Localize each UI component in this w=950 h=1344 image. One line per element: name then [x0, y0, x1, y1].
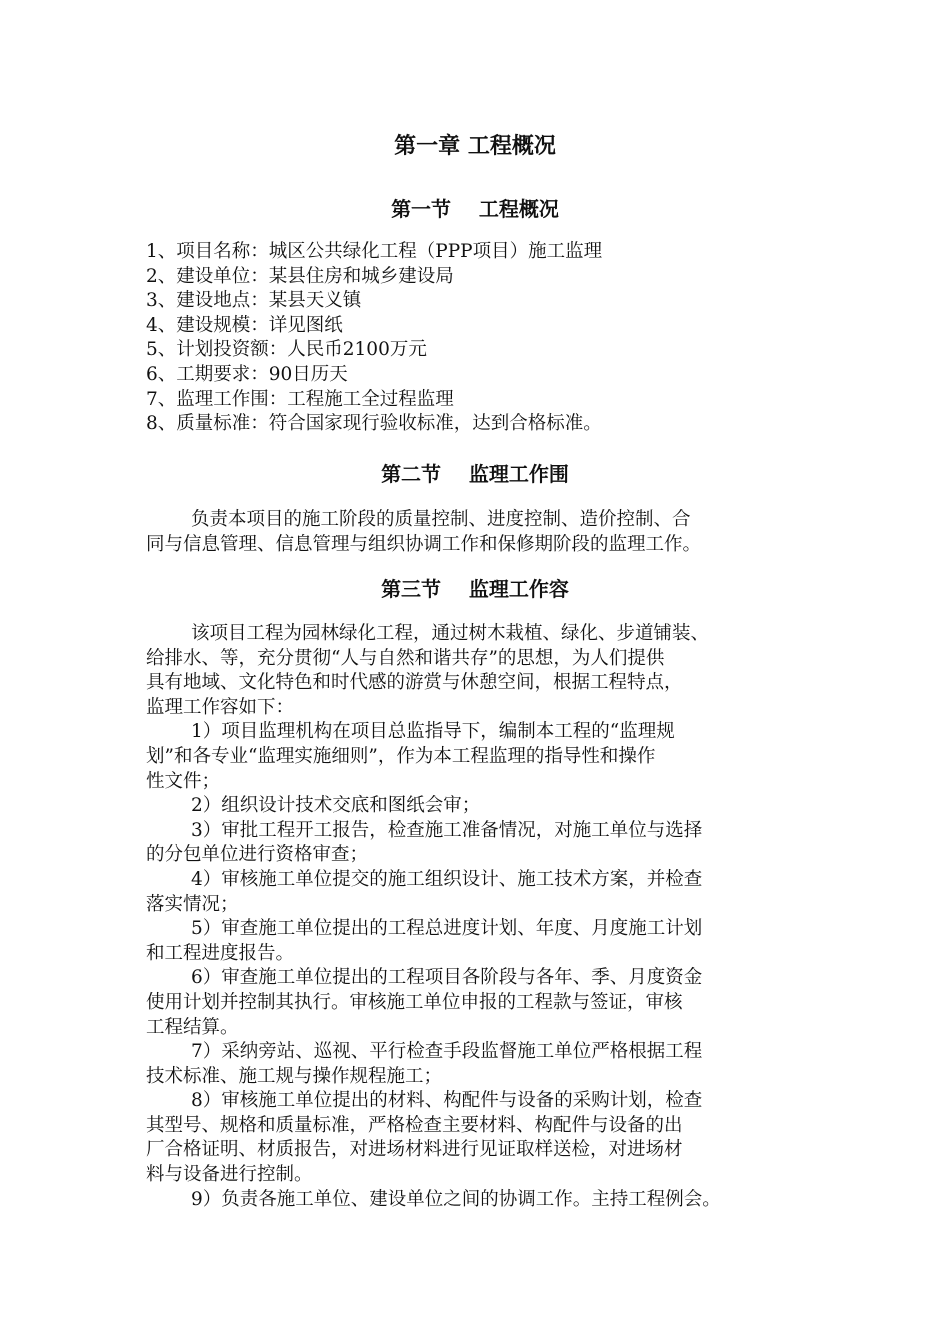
section-1-title: 第一节 工程概况	[391, 197, 559, 221]
paragraph-line: 的分包单位进行资格审查；	[146, 844, 369, 866]
paragraph-line: 和工程进度报告。	[146, 942, 295, 964]
paragraph-line: 2）组织设计技术交底和图纸会审；	[191, 795, 481, 817]
intro-paragraph	[146, 622, 822, 720]
paragraph-line: 负责本项目的施工阶段的质量控制、进度控制、造价控制、合	[191, 509, 691, 530]
paragraph-line: 工程结算。	[146, 1016, 239, 1038]
paragraph-line: 使用计划并控制其执行。审核施工单位申报的工程款与签证，审核	[146, 991, 683, 1013]
paragraph-line: 1）项目监理机构在项目总监指导下，编制本工程的“监理规	[191, 721, 675, 743]
content-body	[146, 622, 822, 1212]
paragraph-line: 监理工作容如下：	[146, 696, 295, 718]
paragraph-line: 具有地域、文化特色和时代感的游赏与休憩空间，根据工程特点，	[146, 672, 683, 694]
duty-item-6	[146, 966, 822, 1040]
section-2-title: 第二节 监理工作围	[381, 462, 569, 486]
overview-item: 4、建设规模：详见图纸	[146, 314, 343, 336]
duty-item-2	[146, 794, 822, 819]
chapter-title: 第一章 工程概况	[394, 134, 556, 159]
duty-item-4	[146, 868, 822, 917]
overview-item: 5、计划投资额：人民币2100万元	[146, 339, 427, 361]
paragraph-line: 9）负责各施工单位、建设单位之间的协调工作。主持工程例会。	[191, 1188, 721, 1210]
overview-item: 2、建设单位：某县住房和城乡建设局	[146, 265, 454, 287]
project-overview-list	[146, 240, 826, 437]
duty-item-1	[146, 720, 822, 794]
paragraph-line: 给排水、等，充分贯彻“人与自然和谐共存”的思想，为人们提供	[146, 647, 665, 669]
overview-item: 1、项目名称：城区公共绿化工程（PPP项目）施工监理	[146, 241, 603, 262]
paragraph-line: 6）审查施工单位提出的工程项目各阶段与各年、季、月度资金	[191, 967, 703, 989]
scope-paragraph	[146, 508, 822, 557]
paragraph-line: 3）审批工程开工报告，检查施工准备情况，对施工单位与选择	[191, 819, 703, 841]
paragraph-line: 划”和各专业“监理实施细则”，作为本工程监理的指导性和操作	[146, 745, 656, 767]
paragraph-line: 4）审核施工单位提交的施工组织设计、施工技术方案，并检查	[191, 868, 703, 890]
paragraph-line: 同与信息管理、信息管理与组织协调工作和保修期阶段的监理工作。	[146, 533, 702, 555]
paragraph-line: 技术标准、施工规与操作规程施工；	[146, 1065, 443, 1087]
duty-item-8	[146, 1089, 822, 1187]
paragraph-line: 8）审核施工单位提出的材料、构配件与设备的采购计划，检查	[191, 1090, 703, 1112]
paragraph-line: 其型号、规格和质量标准，严格检查主要材料、构配件与设备的出	[146, 1114, 683, 1136]
overview-item: 3、建设地点：某县天义镇	[146, 290, 362, 312]
duty-item-5	[146, 917, 822, 966]
paragraph-line: 性文件；	[146, 770, 221, 792]
paragraph-line: 7）采纳旁站、巡视、平行检查手段监督施工单位严格根据工程	[191, 1041, 703, 1063]
paragraph-line: 落实情况；	[146, 893, 239, 915]
section-3-title: 第三节 监理工作容	[381, 577, 569, 601]
overview-item: 7、监理工作围：工程施工全过程监理	[146, 388, 454, 410]
duty-item-3	[146, 819, 822, 868]
duty-item-7	[146, 1040, 822, 1089]
paragraph-line: 料与设备进行控制。	[146, 1164, 313, 1186]
overview-item: 8、质量标准：符合国家现行验收标准，达到合格标准。	[146, 413, 602, 435]
duty-item-9	[146, 1188, 822, 1213]
paragraph-line: 5）审查施工单位提出的工程总进度计划、年度、月度施工计划	[191, 918, 703, 940]
paragraph-line: 该项目工程为园林绿化工程，通过树木栽植、绿化、步道铺装、	[191, 623, 710, 644]
overview-item: 6、工期要求：90日历天	[146, 363, 348, 385]
paragraph-line: 厂合格证明、材质报告，对进场材料进行见证取样送检，对进场材	[146, 1139, 683, 1161]
